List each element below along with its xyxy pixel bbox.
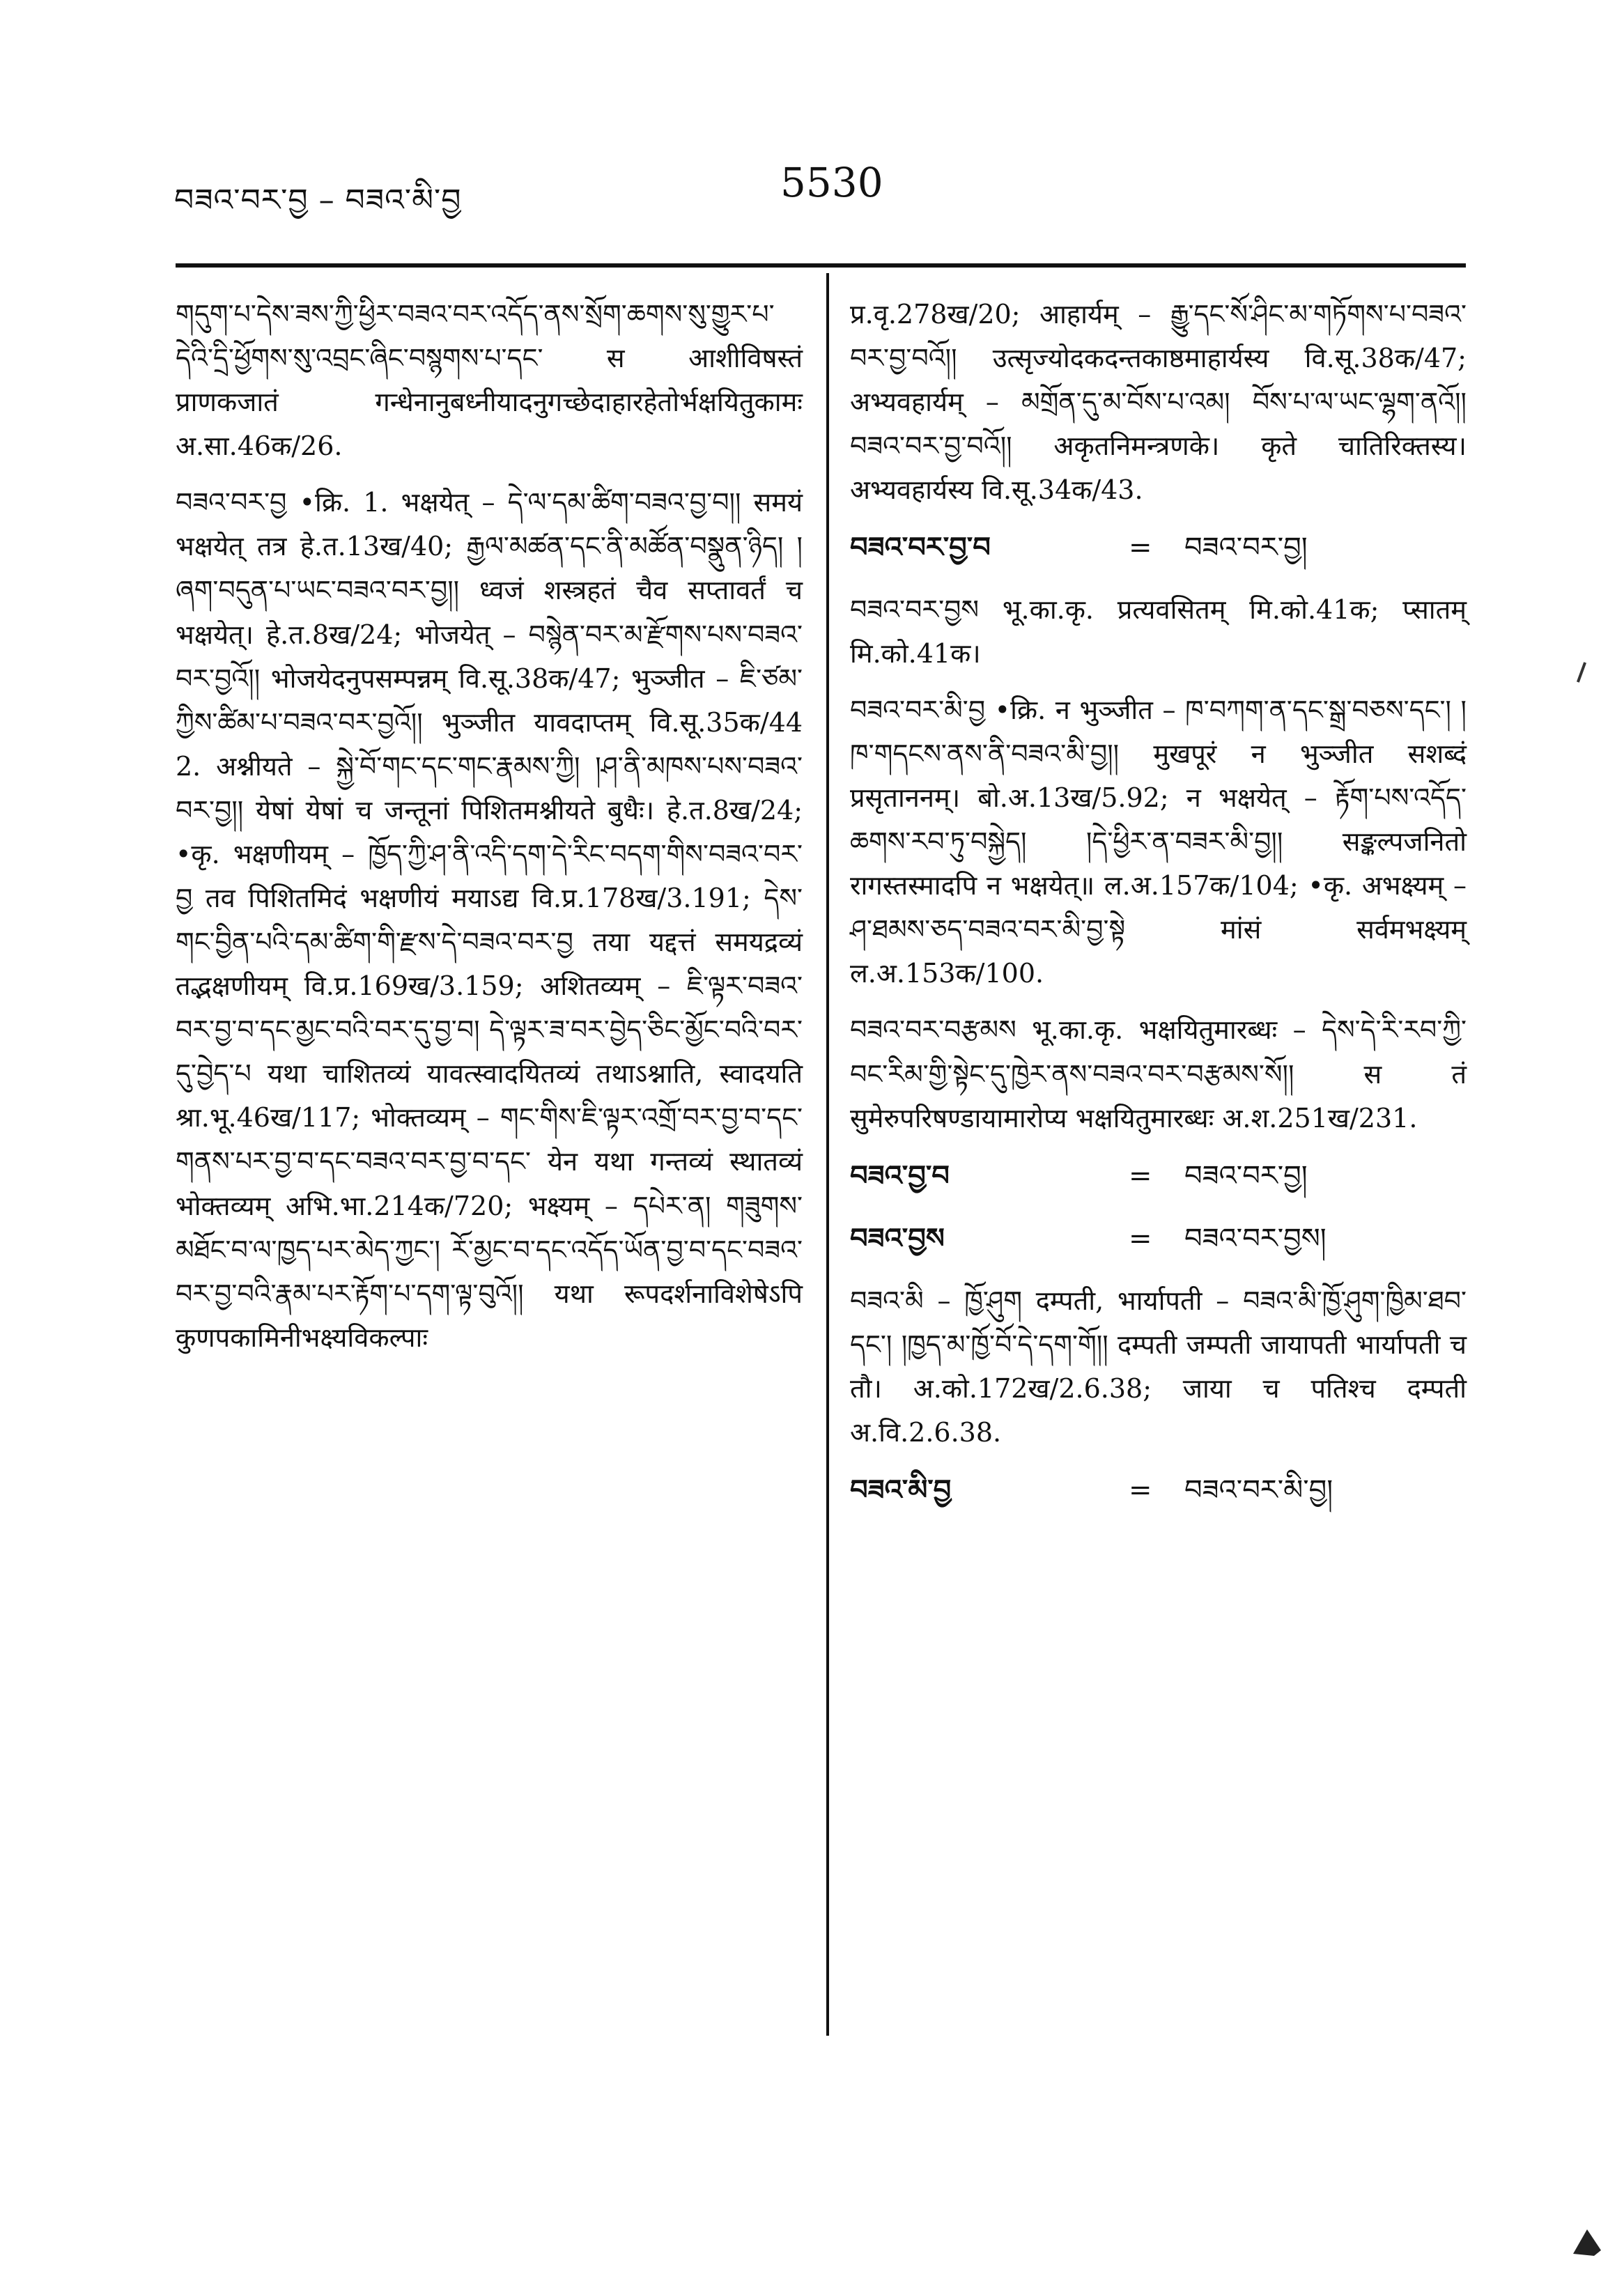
xref-term: བཟའ་མི་བྱ xyxy=(850,1473,952,1506)
xref-target: བཟའ་བར་བྱས། xyxy=(1184,1223,1327,1255)
entry-bzah-bar-bya: བཟའ་བར་བྱ •क्रि. 1. भक्षयेत् – དེ་ལ་དམ་ཚིག་བཟའ་བྱ་བ།། समयं भक्षयेत् तत्र हे.त.13ख/40; རྒྱལ་མཚན་དང་ནི་མཚོན་བསྣུན་ཉིད། །ཞག་བདུན་པ་ཡང་བཟའ་བར་བྱ།། ध्वजं शस्त्रहतं चैव सप्तावर्तं च भक्षयेत्। हे.त.8ख/24; भोजयेत् – བསྙེན་བར་མ་རྫོགས་པས་བཟའ་བར་བྱའོ།། भोजयेदनुपसम्पन्नम् वि.सू.38क/47; भुञ्जीत – ཇི་ཙམ་ཀྱིས་ཚིམ་པ་བཟའ་བར་བྱའོ།། भुञ्जीत यावदाप्तम् वि.सू.35क/44 2. अश्नीयते – སྐྱེ་བོ་གང་དང་གང་རྣམས་ཀྱི། །ཤ་ནི་མཁས་པས་བཟའ་བར་བྱ།། येषां येषां च जन्तूनां पिशितमश्नीयते बुधैः। हे.त.8ख/24; •कृ. भक्षणीयम् – ཁྱོད་ཀྱི་ཤ་ནི་འདི་དག་དེ་རིང་བདག་གིས་བཟའ་བར་བྱ तव पिशितमिदं भक्षणीयं मयाऽद्य वि.प्र.178ख/3.191; དེས་གང་བྱིན་པའི་དམ་ཚིག་གི་རྫས་དེ་བཟའ་བར་བྱ तया यद्दत्तं समयद्रव्यं तद्भक्षणीयम् वि.प्र.169ख/3.159; अशितव्यम् – ཇི་ལྟར་བཟའ་བར་བྱ་བ་དང་མྱང་བའི་བར་དུ་བྱ་བ། དེ་ལྟར་ཟ་བར་བྱེད་ཅིང་མྱོང་བའི་བར་དུ་བྱེད་པ यथा चाशितव्यं यावत्स्वादयितव्यं तथाऽश्नाति, स्वादयति श्रा.भू.46ख/117; भोक्तव्यम् – གང་གིས་ཇི་ལྟར་འགྲོ་བར་བྱ་བ་དང་གནས་པར་བྱ་བ་དང་བཟའ་བར་བྱ་བ་དང་ येन यथा गन्तव्यं स्थातव्यं भोक्तव्यम् अभि.भा.214क/720; भक्ष्यम् – དཔེར་ན། གཟུགས་མཐོང་བ་ལ་ཁྱད་པར་མེད་ཀྱང་། རོ་མྱང་བ་དང་འདོད་ཡོན་བྱ་བ་དང་བཟའ་བར་བྱ་བའི་རྣམ་པར་རྟོག་པ་དག་ལྟ་བུའོ།། यथा रूपदर्शनाविशेषेऽपि कुणपकामिनीभक्ष्यविकल्पाः xyxy=(176,487,803,1353)
xref-target: བཟའ་བར་བྱ། xyxy=(1184,532,1308,564)
left-column xyxy=(176,293,803,1372)
right-column xyxy=(850,293,1467,1530)
xref-equals: = xyxy=(1129,532,1152,564)
margin-tick-mark xyxy=(1577,662,1586,683)
xref-term: བཟའ་བར་བྱ་བ xyxy=(850,531,991,564)
xref-term: བཟའ་བྱས xyxy=(850,1222,945,1255)
entry-continuation-right: प्र.वृ.278ख/20; आहार्यम् – རྒྱུ་དང་སོ་ཤིང་མ་གཏོགས་པ་བཟའ་བར་བྱ་བའོ།། उत्सृज्योदकदन्तकाष्ठमाहार्यस्य वि.सू.38क/47; अभ्यवहार्यम् – མགྲོན་དུ་མ་བོས་པ་འམ། བོས་པ་ལ་ཡང་ལྷག་ནའོ།། བཟའ་བར་བྱ་བའོ།། अकृतनिमन्त्रणके। कृते चातिरिक्तस्य। अभ्यवहार्यस्य वि.सू.34क/43. xyxy=(850,299,1467,506)
cross-reference xyxy=(850,1467,1467,1513)
header-rule xyxy=(176,263,1466,268)
column-divider xyxy=(826,273,829,2036)
xref-equals: = xyxy=(1129,1223,1152,1255)
cross-reference xyxy=(850,1216,1467,1262)
entry-continuation: གདུག་པ་དེས་ཟས་ཀྱི་ཕྱིར་བཟའ་བར་འདོད་ནས་སྲོག་ཆགས་སུ་གྱུར་པ་དེའི་དྲི་ཕྱོགས་སུ་འབྲང་ཞིང་བསྙགས་པ་དང་ स आशीविषस्तं प्राणकजातं गन्धेनानुबध्नीयादनुगच्छेदाहारहेतोर्भक्षयितुकामः अ.सा.46क/26. xyxy=(176,299,803,462)
page-number: 5530 xyxy=(780,159,883,206)
entry-bzah-bar-byas: བཟའ་བར་བྱས भू.का.कृ. प्रत्यवसितम् मि.को.41क; प्सातम् मि.को.41क। xyxy=(850,594,1467,669)
xref-target: བཟའ་བར་མི་བྱ། xyxy=(1184,1473,1333,1506)
xref-equals: = xyxy=(1129,1473,1152,1506)
cross-reference xyxy=(850,1153,1467,1199)
scan-smudge-mark xyxy=(1566,2222,1608,2257)
entry-bzah-mi: བཟའ་མི – ཁྱོ་ཤུག दम्पती, भार्यापती – བཟའ་མི་ཁྱོ་ཤུག་ཁྱིམ་ཐབ་དང་། །ཁྱད་མ་ཁྱོ་བོ་དེ་དག་གོ།། दम्पती जम्पती जायापती भार्यापती च तौ। अ.को.172ख/2.6.38; जाया च पतिश्च दम्पती अ.वि.2.6.38. xyxy=(850,1285,1467,1448)
xref-equals: = xyxy=(1129,1159,1152,1192)
xref-target: བཟའ་བར་བྱ། xyxy=(1184,1159,1308,1192)
entry-bzah-bar-mi-bya: བཟའ་བར་མི་བྱ •क्रि. न भुञ्जीत – ཁ་བཀག་ན་དང་སྒྲ་བཅས་དང་། །ཁ་གདངས་ནས་ནི་བཟའ་མི་བྱ།། मुखपूरं न भुञ्जीत सशब्दं प्रसृताननम्। बो.अ.13ख/5.92; न भक्षयेत् – རྟོག་པས་འདོད་ཆགས་རབ་ཏུ་བསྐྱེད། །དེ་ཕྱིར་ན་བཟར་མི་བྱ།། सङ्कल्पजनितो रागस्तस्मादपि न भक्षयेत्॥ ल.अ.157क/104; •कृ. अभक्ष्यम् – ཤ་ཐམས་ཅད་བཟའ་བར་མི་བྱ་སྟེ मांसं सर्वमभक्ष्यम् ल.अ.153क/100. xyxy=(850,694,1467,989)
running-head: བཟའ་བར་བྱ – བཟའ་མི་བྱ xyxy=(174,183,462,218)
xref-term: བཟའ་བྱ་བ xyxy=(850,1159,950,1192)
entry-bzah-bar-brtsams: བཟའ་བར་བརྩམས भू.का.कृ. भक्षयितुमारब्धः – དེས་དེ་རི་རབ་ཀྱི་བང་རིམ་གྱི་སྟེང་དུ་ཁྱེར་ནས་བཟའ་བར་བརྩམས་སོ།། स तं सुमेरुपरिषण्डायामारोप्य भक्षयितुमारब्धः अ.श.251ख/231. xyxy=(850,1014,1467,1134)
cross-reference xyxy=(850,525,1467,571)
